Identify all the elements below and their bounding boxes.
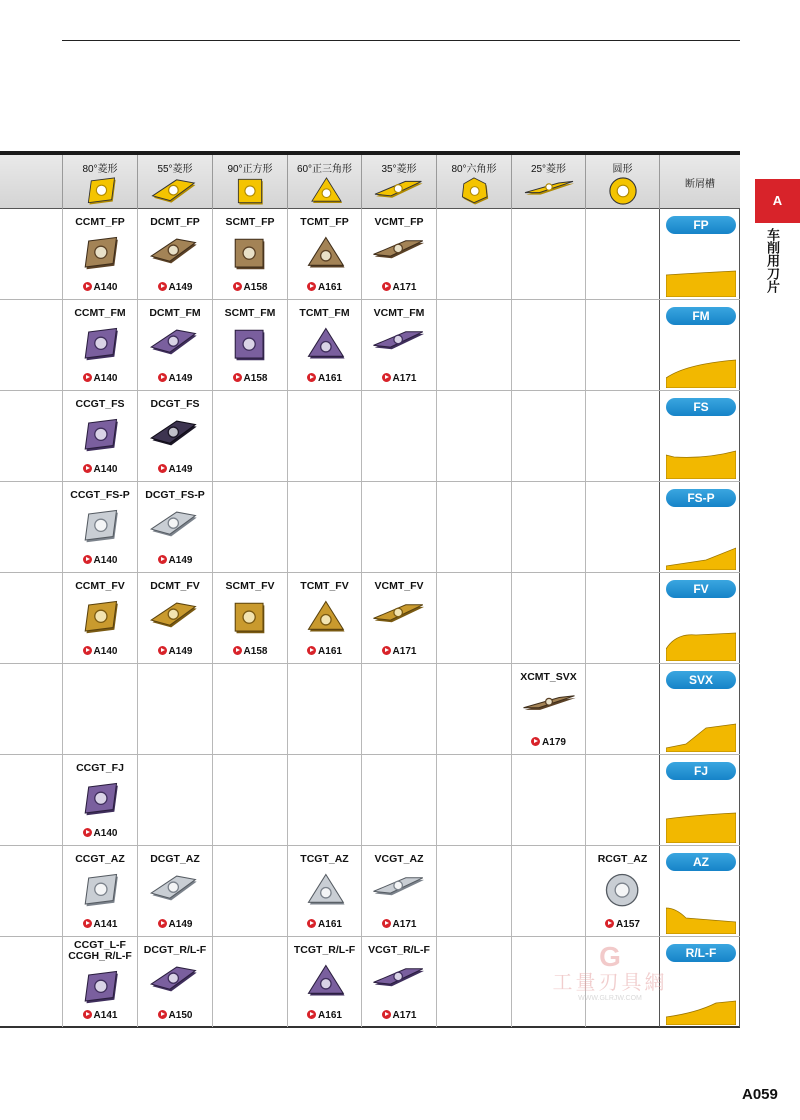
insert-code: CCGT_AZ [75, 853, 125, 865]
insert-image [80, 325, 120, 365]
chipbreaker-cell [659, 664, 740, 754]
page-ref-link[interactable] [63, 464, 137, 475]
page-ref: A161 [318, 646, 342, 657]
arrow-right-icon [158, 464, 167, 473]
arrow-right-icon [83, 646, 92, 655]
insert-image [230, 325, 270, 365]
insert-cell[interactable] [62, 846, 137, 936]
page-ref-link[interactable] [63, 1010, 137, 1021]
row-blank-cell [0, 755, 62, 845]
insert-cell[interactable] [137, 937, 212, 1027]
empty-cell [361, 755, 436, 845]
chipbreaker-cell [659, 573, 740, 663]
chipbreaker-badge[interactable]: FM [666, 307, 736, 325]
empty-cell [585, 664, 659, 754]
insert-image [146, 598, 204, 632]
page-ref: A140 [93, 828, 118, 839]
arrow-right-icon [83, 1010, 92, 1019]
empty-cell [436, 755, 511, 845]
empty-cell [511, 209, 585, 299]
page-ref: A140 [93, 646, 118, 657]
table-header [0, 151, 740, 209]
row-blank-cell [0, 846, 62, 936]
chipbreaker-badge[interactable]: SVX [666, 671, 736, 689]
empty-cell [436, 573, 511, 663]
chipbreaker-badge[interactable]: AZ [666, 853, 736, 871]
chipbreaker-badge[interactable]: FS [666, 398, 736, 416]
chipbreaker-profile [666, 811, 736, 843]
arrow-right-icon [83, 373, 92, 382]
page-ref-link[interactable] [362, 373, 436, 384]
insert-image [146, 507, 204, 541]
insert-code: CCMT_FM [74, 307, 126, 319]
page-ref: A141 [93, 1010, 118, 1021]
insert-code: CCMT_FV [75, 580, 125, 592]
insert-cell[interactable] [137, 300, 212, 390]
header-chipbreaker: 断屑槽 [659, 155, 740, 209]
insert-cell[interactable] [62, 209, 137, 299]
header-shape-6 [511, 155, 585, 209]
empty-cell [212, 482, 287, 572]
insert-cell[interactable] [361, 846, 436, 936]
shape-label: 圆形 [612, 164, 633, 175]
table-row [0, 482, 740, 573]
insert-image [230, 234, 270, 274]
insert-cell[interactable] [62, 482, 137, 572]
round-icon [603, 175, 643, 207]
arrow-right-icon [382, 646, 391, 655]
page-ref: A158 [243, 646, 268, 657]
empty-cell [511, 300, 585, 390]
insert-image [230, 598, 270, 638]
shape-label: 90°正方形 [227, 164, 273, 175]
empty-cell [436, 391, 511, 481]
insert-image [370, 234, 428, 268]
insert-code: VCMT_FM [373, 307, 425, 319]
page-ref: A157 [616, 919, 640, 930]
section-title: 车削用刀片 [765, 228, 780, 293]
empty-cell [585, 209, 659, 299]
header-shape-5 [436, 155, 511, 209]
watermark [540, 942, 680, 1012]
arrow-right-icon [83, 919, 92, 928]
rhombus-55-icon [145, 175, 205, 207]
insert-cell[interactable] [585, 846, 659, 936]
page-ref-link[interactable] [138, 919, 212, 930]
empty-cell [585, 755, 659, 845]
page-ref-link[interactable] [362, 646, 436, 657]
insert-code: TCGT_R/L-F [293, 944, 356, 956]
page-ref-link[interactable] [63, 646, 137, 657]
arrow-right-icon [307, 919, 316, 928]
row-blank-cell [0, 209, 62, 299]
page-ref-link[interactable] [138, 555, 212, 566]
empty-cell [212, 755, 287, 845]
insert-cell[interactable] [212, 300, 287, 390]
page-ref: A179 [542, 737, 566, 748]
table-row [0, 209, 740, 300]
page-ref-link[interactable] [288, 373, 361, 384]
page-ref: A158 [243, 282, 268, 293]
arrow-right-icon [158, 373, 167, 382]
insert-code: VCMT_FP [374, 216, 424, 228]
insert-cell[interactable] [137, 209, 212, 299]
insert-image [370, 598, 428, 632]
insert-image [305, 871, 345, 911]
watermark-url: WWW.GLRJW.COM [578, 995, 642, 1002]
page-ref-link[interactable] [138, 282, 212, 293]
page-ref-link[interactable] [63, 555, 137, 566]
page-ref-link[interactable] [586, 919, 659, 930]
page-ref-link[interactable] [288, 646, 361, 657]
page-ref-link[interactable] [213, 646, 287, 657]
empty-cell [361, 391, 436, 481]
insert-cell[interactable] [62, 300, 137, 390]
empty-cell [287, 755, 361, 845]
page-ref: A149 [168, 919, 193, 930]
page-ref-link[interactable] [63, 828, 137, 839]
insert-code-alt: CCGH_R/L-F [68, 950, 132, 962]
insert-image [80, 871, 120, 911]
insert-image [80, 234, 120, 274]
page-ref: A171 [392, 1010, 417, 1021]
empty-cell [585, 573, 659, 663]
chipbreaker-profile [666, 720, 736, 752]
insert-code: DCGT_R/L-F [143, 944, 207, 956]
chipbreaker-cell [659, 300, 740, 390]
page-ref-link[interactable] [512, 737, 585, 748]
arrow-right-icon [83, 828, 92, 837]
rhombus-25-icon [519, 175, 579, 207]
row-blank-cell [0, 391, 62, 481]
insert-code: SCMT_FP [225, 216, 275, 228]
insert-code: TCMT_FP [300, 216, 349, 228]
table-row [0, 755, 740, 846]
page-ref: A161 [318, 919, 342, 930]
top-rule [62, 40, 740, 41]
page-ref: A140 [93, 464, 118, 475]
arrow-right-icon [233, 646, 242, 655]
table-row [0, 300, 740, 391]
chipbreaker-profile [666, 538, 736, 570]
insert-cell[interactable] [361, 937, 436, 1027]
arrow-right-icon [158, 919, 167, 928]
header-shape-4 [361, 155, 436, 209]
arrow-right-icon [382, 1010, 391, 1019]
insert-cell[interactable] [137, 846, 212, 936]
page-ref-link[interactable] [362, 282, 436, 293]
empty-cell [511, 846, 585, 936]
page-ref-link[interactable] [288, 919, 361, 930]
empty-cell [511, 482, 585, 572]
empty-cell [287, 391, 361, 481]
page-ref-link[interactable] [138, 1010, 212, 1021]
rhombus-80-icon [80, 175, 120, 207]
arrow-right-icon [382, 373, 391, 382]
header-shape-2 [212, 155, 287, 209]
rhombus-35-icon [369, 175, 429, 207]
page-ref-link[interactable] [362, 1010, 436, 1021]
shape-label: 35°菱形 [381, 164, 417, 175]
insert-code: CCGT_FS-P [70, 489, 130, 501]
insert-image [80, 780, 120, 820]
insert-image [305, 598, 345, 638]
insert-cell[interactable] [137, 391, 212, 481]
arrow-right-icon [158, 1010, 167, 1019]
arrow-right-icon [382, 282, 391, 291]
page-ref: A140 [93, 282, 118, 293]
chipbreaker-cell [659, 482, 740, 572]
page-ref-link[interactable] [138, 464, 212, 475]
chipbreaker-badge[interactable]: FJ [666, 762, 736, 780]
empty-cell [511, 755, 585, 845]
arrow-right-icon [158, 555, 167, 564]
insert-code: TCMT_FV [300, 580, 349, 592]
page-ref: A158 [243, 373, 268, 384]
insert-code: SCMT_FM [224, 307, 276, 319]
empty-cell [585, 391, 659, 481]
chipbreaker-badge[interactable]: R/L-F [666, 944, 736, 962]
insert-code: VCGT_AZ [374, 853, 424, 865]
page-ref: A149 [168, 555, 193, 566]
empty-cell [436, 937, 511, 1027]
arrow-right-icon [605, 919, 614, 928]
page-number: A059 [742, 1086, 778, 1103]
empty-cell [585, 300, 659, 390]
empty-cell [212, 937, 287, 1027]
page-ref-link[interactable] [63, 919, 137, 930]
watermark-text: 工量刃具網 [552, 972, 668, 994]
page-ref: A140 [93, 555, 118, 566]
insert-cell[interactable] [361, 209, 436, 299]
insert-code: CCGT_L-F [74, 939, 126, 951]
row-blank-cell [0, 664, 62, 754]
chipbreaker-cell [659, 846, 740, 936]
insert-code: TCGT_AZ [300, 853, 349, 865]
chipbreaker-profile [666, 902, 736, 934]
table-row [0, 846, 740, 937]
chipbreaker-cell [659, 209, 740, 299]
shape-label: 55°菱形 [157, 164, 193, 175]
page-ref: A171 [392, 646, 417, 657]
page-ref: A149 [168, 373, 193, 384]
arrow-right-icon [233, 373, 242, 382]
shape-label: 60°正三角形 [296, 164, 353, 175]
insert-image [146, 416, 204, 450]
chipbreaker-badge[interactable]: FS-P [666, 489, 736, 507]
arrow-right-icon [83, 282, 92, 291]
page-ref-link[interactable] [63, 282, 137, 293]
empty-cell [436, 300, 511, 390]
table-row [0, 573, 740, 664]
arrow-right-icon [307, 373, 316, 382]
insert-code: DCMT_FP [150, 216, 200, 228]
insert-image [80, 598, 120, 638]
insert-code: CCGT_FJ [76, 762, 124, 774]
empty-cell [511, 573, 585, 663]
header-shape-1 [137, 155, 212, 209]
arrow-right-icon [233, 282, 242, 291]
empty-cell [212, 846, 287, 936]
chipbreaker-cell [659, 755, 740, 845]
square-icon [230, 175, 270, 207]
page-ref: A149 [168, 646, 193, 657]
insert-code: DCMT_FM [149, 307, 201, 319]
header-shape-3 [287, 155, 361, 209]
empty-cell [361, 664, 436, 754]
page-ref: A140 [93, 373, 118, 384]
page-ref: A171 [392, 919, 417, 930]
insert-code: DCGT_FS-P [145, 489, 205, 501]
insert-code: DCGT_AZ [150, 853, 200, 865]
table-row [0, 664, 740, 755]
arrow-right-icon [307, 282, 316, 291]
insert-cell[interactable] [287, 300, 361, 390]
page-ref: A161 [318, 1010, 342, 1021]
page-ref-link[interactable] [138, 646, 212, 657]
shape-label: 80°六角形 [451, 164, 497, 175]
row-blank-cell [0, 300, 62, 390]
empty-cell [436, 209, 511, 299]
insert-image [146, 325, 204, 359]
insert-image [370, 871, 428, 905]
insert-code: DCGT_FS [150, 398, 200, 410]
page-ref-link[interactable] [288, 1010, 361, 1021]
insert-cell[interactable] [287, 846, 361, 936]
insert-cell[interactable] [287, 573, 361, 663]
empty-cell [436, 664, 511, 754]
insert-image [305, 962, 345, 1002]
insert-cell[interactable] [212, 573, 287, 663]
arrow-right-icon [83, 464, 92, 473]
page-ref: A161 [318, 373, 342, 384]
insert-cell[interactable] [287, 209, 361, 299]
insert-cell[interactable] [361, 300, 436, 390]
insert-image [305, 234, 345, 274]
insert-cell[interactable] [361, 573, 436, 663]
arrow-right-icon [158, 282, 167, 291]
empty-cell [361, 482, 436, 572]
header-shape-0 [62, 155, 137, 209]
header-shape-7 [585, 155, 659, 209]
insert-code: CCMT_FP [75, 216, 125, 228]
page-ref-link[interactable] [213, 282, 287, 293]
chipbreaker-profile [666, 265, 736, 297]
insert-image [80, 968, 120, 1008]
page-ref-link[interactable] [63, 373, 137, 384]
insert-code: XCMT_SVX [520, 671, 577, 683]
insert-cell[interactable] [62, 937, 137, 1027]
page-ref-link[interactable] [138, 373, 212, 384]
insert-image [80, 507, 120, 547]
row-blank-cell [0, 482, 62, 572]
chipbreaker-profile [666, 629, 736, 661]
header-blank-cell [0, 155, 62, 209]
insert-image [146, 234, 204, 268]
empty-cell [511, 391, 585, 481]
empty-cell [436, 482, 511, 572]
page-ref: A171 [392, 373, 417, 384]
empty-cell [212, 391, 287, 481]
empty-cell [287, 482, 361, 572]
page-ref: A171 [392, 282, 417, 293]
page-ref: A161 [318, 282, 342, 293]
arrow-right-icon [83, 555, 92, 564]
insert-code: TCMT_FM [299, 307, 350, 319]
insert-cell[interactable] [137, 482, 212, 572]
empty-cell [436, 846, 511, 936]
insert-cell[interactable] [62, 391, 137, 481]
insert-cell[interactable] [62, 755, 137, 845]
insert-cell[interactable] [137, 573, 212, 663]
row-blank-cell [0, 937, 62, 1027]
empty-cell [585, 482, 659, 572]
triangle-icon [305, 175, 345, 207]
insert-image [370, 325, 428, 359]
page-ref-link[interactable] [288, 282, 361, 293]
chipbreaker-profile [666, 447, 736, 479]
insert-cell[interactable] [62, 573, 137, 663]
empty-cell [137, 755, 212, 845]
page-ref: A141 [93, 919, 118, 930]
shape-label: 25°菱形 [530, 164, 567, 175]
page-ref: A150 [168, 1010, 193, 1021]
insert-code: SCMT_FV [225, 580, 275, 592]
insert-image [80, 416, 120, 456]
arrow-right-icon [307, 646, 316, 655]
watermark-logo: G [599, 941, 621, 972]
insert-image [305, 325, 345, 365]
insert-image [146, 871, 204, 905]
hexagon-80-icon [454, 175, 494, 207]
section-tab[interactable]: A [755, 179, 800, 223]
arrow-right-icon [382, 919, 391, 928]
insert-cell[interactable] [511, 664, 585, 754]
arrow-right-icon [307, 1010, 316, 1019]
chipbreaker-badge[interactable]: FV [666, 580, 736, 598]
insert-image [520, 689, 578, 723]
insert-code: VCGT_R/L-F [368, 944, 430, 956]
insert-image [603, 871, 643, 911]
insert-code: DCMT_FV [150, 580, 200, 592]
chipbreaker-badge[interactable]: FP [666, 216, 736, 234]
row-blank-cell [0, 573, 62, 663]
empty-cell [62, 664, 137, 754]
chipbreaker-profile [666, 356, 736, 388]
empty-cell [137, 664, 212, 754]
page-ref-link[interactable] [213, 373, 287, 384]
empty-cell [212, 664, 287, 754]
page-ref: A149 [168, 464, 193, 475]
insert-cell[interactable] [287, 937, 361, 1027]
empty-cell [287, 664, 361, 754]
insert-code: VCMT_FV [374, 580, 424, 592]
chipbreaker-cell [659, 391, 740, 481]
arrow-right-icon [158, 646, 167, 655]
insert-code: CCGT_FS [75, 398, 125, 410]
table-row [0, 391, 740, 482]
insert-image [370, 962, 428, 996]
insert-image [146, 962, 204, 996]
page-ref-link[interactable] [362, 919, 436, 930]
insert-code: RCGT_AZ [597, 853, 648, 865]
insert-cell[interactable] [212, 209, 287, 299]
arrow-right-icon [531, 737, 540, 746]
page-ref: A149 [168, 282, 193, 293]
shape-label: 80°菱形 [82, 164, 118, 175]
